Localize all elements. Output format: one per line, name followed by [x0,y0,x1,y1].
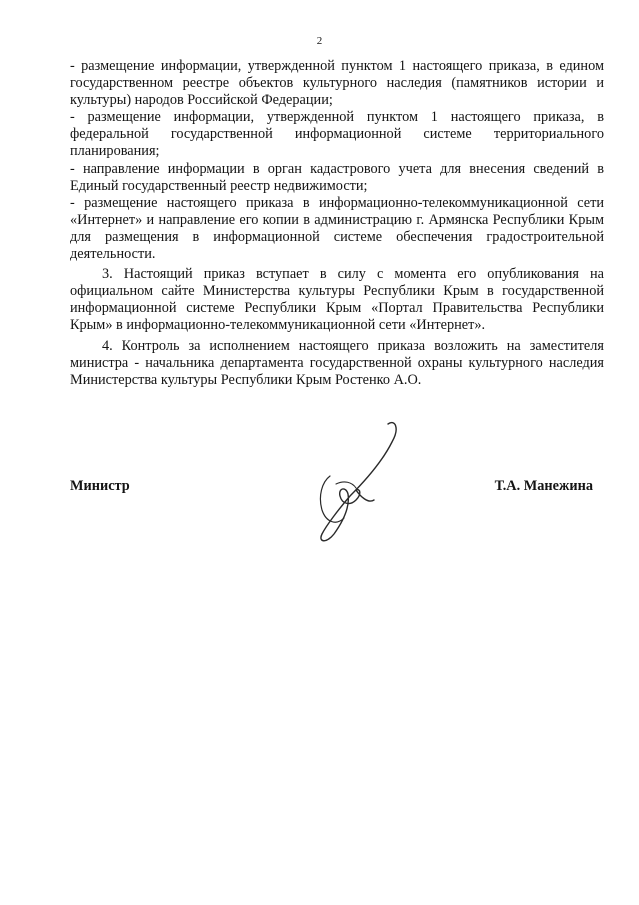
handwritten-signature [300,414,410,549]
clause-4-control: 4. Контроль за исполнением настоящего приказа возложить на заместителя министра - начальника департамента государственной охраны культурного наследия Министерства культуры Республики Крым Ростенко А.О. [70,337,604,388]
signatory-role: Министр [70,478,130,494]
document-body [70,58,604,389]
page-number: 2 [316,35,323,47]
list-item-registry-placement: - размещение информации, утвержденной пунктом 1 настоящего приказа, в едином государственном реестре объектов культурного наследия (памятников истории и культуры) народов Российской Федерации; [70,58,604,109]
list-item-federal-system-placement: - размещение информации, утвержденной пунктом 1 настоящего приказа, в федеральной государственной информационной системе территориального планирования; [70,109,604,160]
list-item-internet-publication: - размещение настоящего приказа в информационно-телекоммуникационной сети «Интернет» и направление его копии в администрацию г. Армянска Республики Крым для размещения в информационной системе обеспечения градостроительной деятельности. [70,194,604,263]
list-item-cadastral-notice: - направление информации в орган кадастрового учета для внесения сведений в Единый государственный реестр недвижимости; [70,160,604,194]
clause-3-effective-date: 3. Настоящий приказ вступает в силу с момента его опубликования на официальном сайте Министерства культуры Республики Крым в государственной информационной системе Республики Крым «Портал Правительства Республики Крым» в информационно-телекоммуникационной сети «Интернет». [70,266,604,334]
signatory-name: Т.А. Манежина [494,478,593,494]
